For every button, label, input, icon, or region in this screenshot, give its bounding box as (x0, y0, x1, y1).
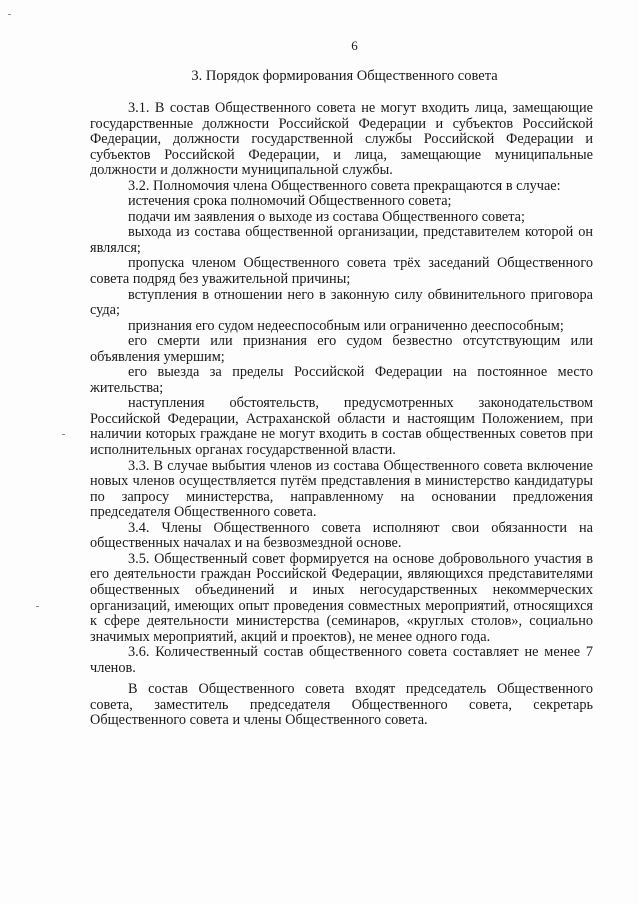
page-number: 6 (351, 38, 358, 53)
list-item-incapacity: признания его судом недееспособным или ограниченно дееспособным; (128, 317, 564, 334)
paragraph-3-6: 3.6. Количественный состав общественного совета составляет не менее 7 членов. (90, 644, 593, 676)
scan-speck (36, 606, 39, 607)
scan-speck (62, 434, 65, 435)
paragraph-3-2: 3.2. Полномочия члена Общественного совета прекращаются в случае: (128, 177, 561, 194)
list-item-emigration: его выезда за пределы Российской Федерации на постоянное место жительства; (90, 364, 593, 396)
list-item-term-expiry: истечения срока полномочий Общественного совета; (128, 193, 452, 210)
list-item-death: его смерти или признания его судом безвестно отсутствующим или объявления умершим; (90, 333, 593, 365)
paragraph-3-4: 3.4. Члены Общественного совета исполняют свои обязанности на общественных началах и на безвозмездной основе. (90, 519, 593, 552)
section-title: 3. Порядок формирования Общественного совета (191, 68, 498, 84)
list-item-circumstances: наступления обстоятельств, предусмотренных законодательством Российской Федерации, Астраханской области и настоящим Положением, при наличии которых граждане не могут входить в состав общественных советов при исполнительных органах государственной власти. (90, 395, 593, 459)
list-item-resignation: подачи им заявления о выходе из состава Общественного совета; (128, 208, 525, 225)
scan-speck (8, 14, 11, 15)
document-body (90, 101, 593, 729)
paragraph-3-5: 3.5. Общественный совет формируется на основе добровольного участия в его деятельности граждан Российской Федерации, являющихся представителями общественных объединений и иных негосударственных некоммерческих организаций, имеющих опыт проведения совместных мероприятий, относящихся к сфере деятельности министерства (семинаров, «круглых столов», социально значимых мероприятий, акций и проектов), не менее одного года. (90, 550, 593, 645)
list-item-conviction: вступления в отношении него в законную силу обвинительного приговора суда; (90, 286, 593, 319)
paragraph-composition: В состав Общественного совета входят председатель Общественного совета, заместитель председателя Общественного совета, секретарь Общественного совета и члены Общественного совета. (90, 681, 593, 729)
list-item-missed-meetings: пропуска членом Общественного совета трёх заседаний Общественного совета подряд без уважительной причины; (90, 255, 593, 288)
list-item-org-exit: выхода из состава общественной организации, представителем которой он являлся; (90, 224, 593, 256)
paragraph-3-1: 3.1. В состав Общественного совета не могут входить лица, замещающие государственные должности Российской Федерации и субъектов Российской Федерации, должности государственной службы Российской Федерации и субъектов Российской Федерации, и лица, замещающие муниципальные должности и должности муниципальной службы. (90, 100, 593, 179)
paragraph-3-3: 3.3. В случае выбытия членов из состава Общественного совета включение новых членов осуществляется путём представления в министерство кандидатуры по запросу министерства, направленному на основании предложения председателя Общественного совета. (90, 457, 593, 521)
